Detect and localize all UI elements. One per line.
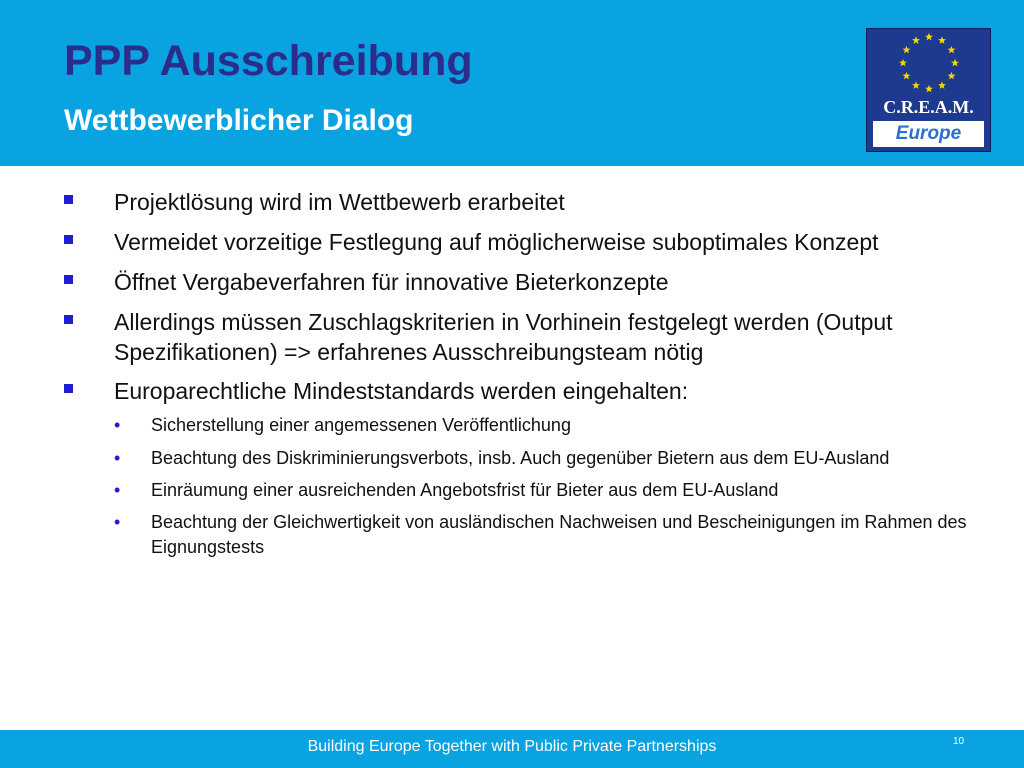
sub-bullet-item xyxy=(64,446,974,470)
bullet-item xyxy=(64,268,974,298)
star-icon xyxy=(902,72,910,80)
square-bullet-icon xyxy=(64,275,73,284)
star-icon xyxy=(938,36,946,44)
bullet-item xyxy=(64,228,974,258)
star-icon xyxy=(925,33,933,41)
star-icon xyxy=(912,81,920,89)
star-icon xyxy=(925,85,933,93)
square-bullet-icon xyxy=(64,315,73,324)
square-bullet-icon xyxy=(64,235,73,244)
sub-bullet-text: Sicherstellung einer angemessenen Veröffentlichung xyxy=(151,415,571,436)
logo-subtitle: Europe xyxy=(873,121,984,147)
star-icon xyxy=(899,59,907,67)
round-bullet-icon: • xyxy=(114,415,121,436)
sub-bullet-item xyxy=(64,413,974,437)
star-icon xyxy=(902,46,910,54)
slide-title: PPP Ausschreibung xyxy=(64,37,473,85)
slide-footer xyxy=(0,730,1024,768)
bullet-text: Projektlösung wird im Wettbewerb erarbeitet xyxy=(114,189,565,215)
sub-bullet-text: Beachtung der Gleichwertigkeit von ausländischen Nachweisen und Bescheinigungen im Rahmen des Eignungstests xyxy=(151,512,967,557)
round-bullet-icon: • xyxy=(114,479,121,500)
square-bullet-icon xyxy=(64,195,73,204)
page-number: 10 xyxy=(953,736,965,747)
bullet-text: Vermeidet vorzeitige Festlegung auf möglicherweise suboptimales Konzept xyxy=(114,228,879,255)
sub-bullet-text: Einräumung einer ausreichenden Angebotsfrist für Bieter aus dem EU-Ausland xyxy=(151,479,779,500)
bullet-text: Allerdings müssen Zuschlagskriterien in Vorhinein festgelegt werden (Output Spezifikationen) => erfahrenes Ausschreibungsteam nötig xyxy=(114,308,893,365)
bullet-item xyxy=(64,308,974,368)
cream-europe-logo xyxy=(866,28,991,152)
slide-header xyxy=(0,0,1024,166)
bullet-text: Europarechtliche Mindeststandards werden eingehalten: xyxy=(114,378,689,405)
round-bullet-icon: • xyxy=(114,447,121,468)
star-icon xyxy=(948,72,956,80)
star-icon xyxy=(951,59,959,67)
star-icon xyxy=(938,81,946,89)
sub-bullet-text: Beachtung des Diskriminierungsverbots, insb. Auch gegenüber Bietern aus dem EU-Ausland xyxy=(151,447,890,468)
bullet-text: Öffnet Vergabeverfahren für innovative Bieterkonzepte xyxy=(114,268,669,295)
eu-stars-icon xyxy=(867,29,990,99)
round-bullet-icon: • xyxy=(114,512,121,533)
footer-text: Building Europe Together with Public Private Partnerships xyxy=(307,738,717,755)
square-bullet-icon xyxy=(64,384,73,393)
logo-name: C.R.E.A.M. xyxy=(883,97,974,117)
star-icon xyxy=(948,46,956,54)
slide-content xyxy=(64,188,974,567)
bullet-item xyxy=(64,377,974,407)
slide-subtitle: Wettbewerblicher Dialog xyxy=(64,104,414,137)
sub-bullet-item xyxy=(64,478,974,502)
star-icon xyxy=(912,36,920,44)
bullet-item xyxy=(64,188,974,218)
sub-bullet-item xyxy=(64,510,974,559)
